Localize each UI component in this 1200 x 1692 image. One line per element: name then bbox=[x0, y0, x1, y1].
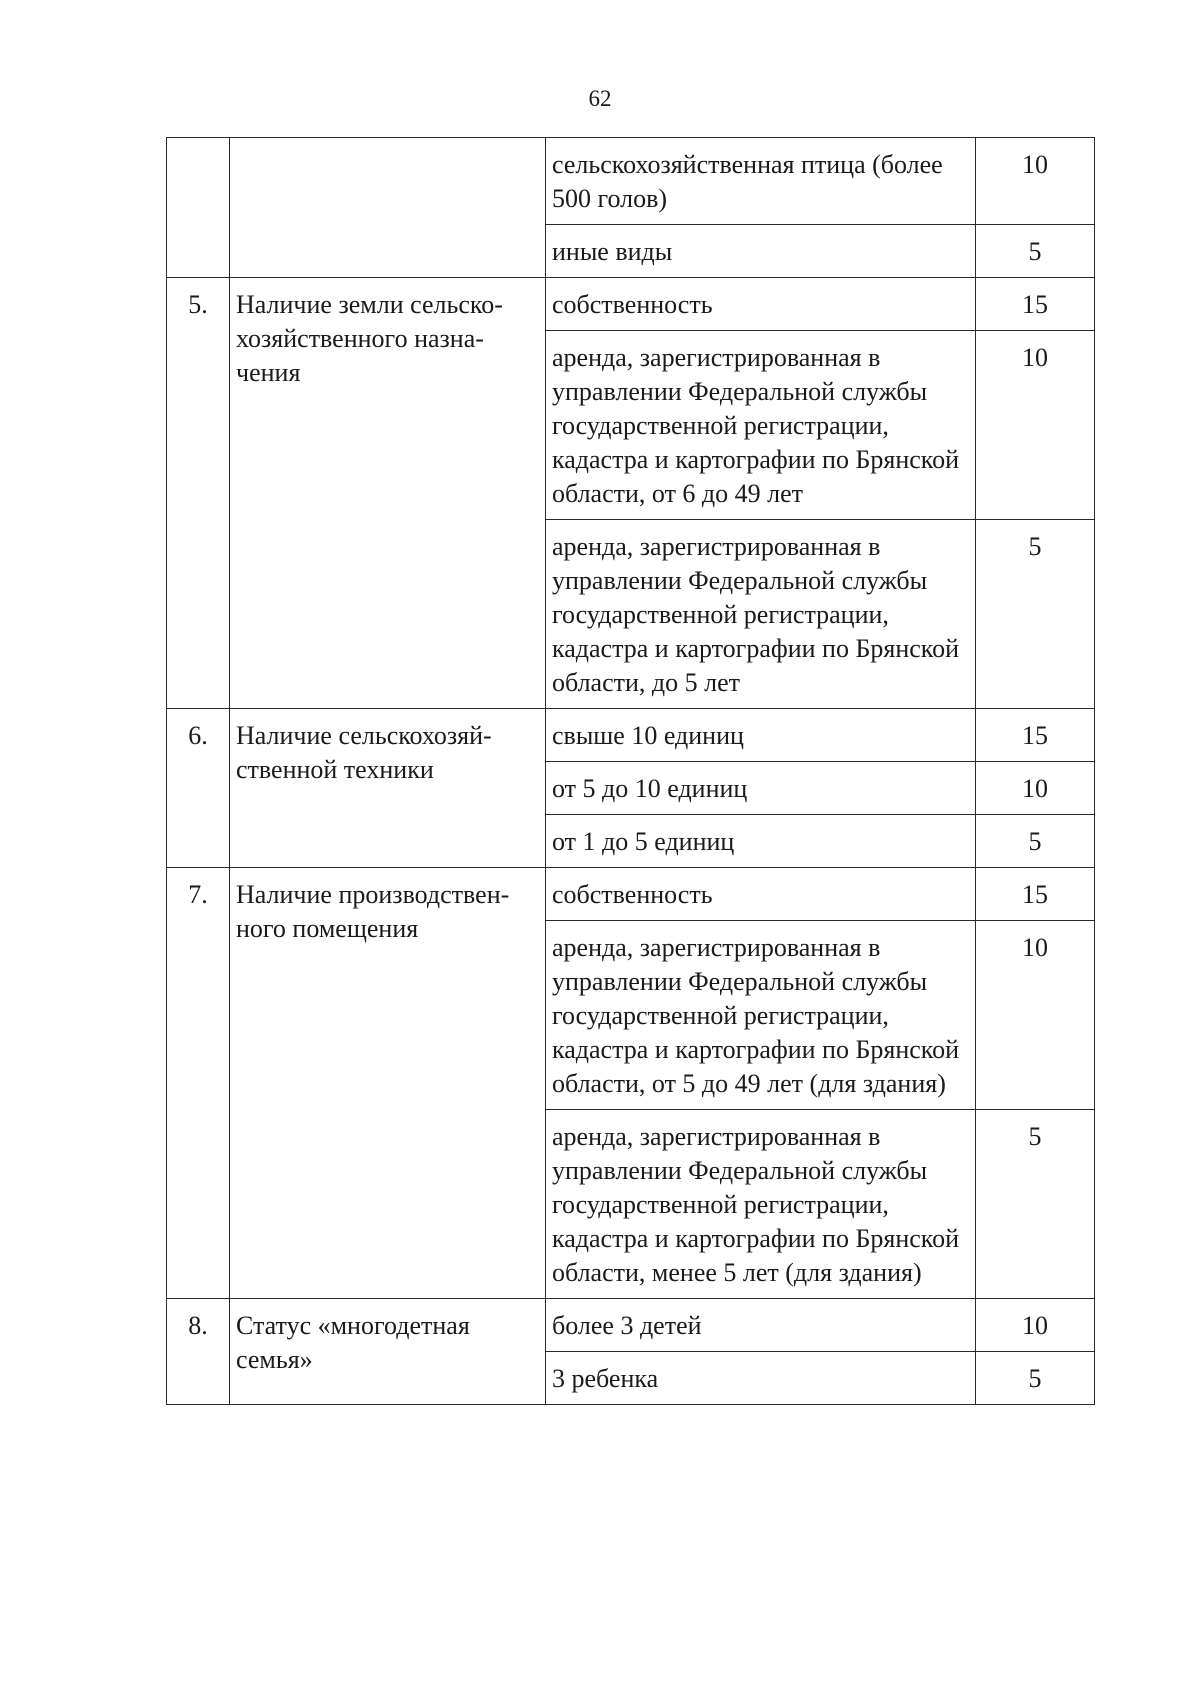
criterion-name bbox=[230, 138, 546, 278]
option-score: 15 bbox=[976, 278, 1095, 331]
option-text: аренда, зарегистрированная в управлении Федеральной службы государственной регистрации, кадастра и картографии по Брянской области, до 5 лет bbox=[546, 520, 976, 709]
option-text: аренда, зарегистрированная в управлении Федеральной службы государственной регистрации, кадастра и картографии по Брянской области, менее 5 лет (для здания) bbox=[546, 1110, 976, 1299]
table-row bbox=[167, 138, 1095, 225]
option-score: 10 bbox=[976, 762, 1095, 815]
option-text: от 1 до 5 единиц bbox=[546, 815, 976, 868]
table-row bbox=[167, 278, 1095, 331]
option-score: 10 bbox=[976, 138, 1095, 225]
option-score: 10 bbox=[976, 921, 1095, 1110]
page-number: 62 bbox=[588, 86, 612, 111]
option-score: 5 bbox=[976, 520, 1095, 709]
criteria-table bbox=[166, 137, 1095, 1405]
option-text: собственность bbox=[546, 868, 976, 921]
option-score: 5 bbox=[976, 225, 1095, 278]
option-text: от 5 до 10 единиц bbox=[546, 762, 976, 815]
option-text: собственность bbox=[546, 278, 976, 331]
table-row bbox=[167, 1299, 1095, 1352]
criterion-number: 6. bbox=[167, 709, 230, 868]
option-score: 10 bbox=[976, 331, 1095, 520]
option-score: 10 bbox=[976, 1299, 1095, 1352]
option-text: аренда, зарегистрированная в управлении Федеральной службы государственной регистрации, кадастра и картографии по Брянской области, от 5 до 49 лет (для здания) bbox=[546, 921, 976, 1110]
criterion-number: 5. bbox=[167, 278, 230, 709]
option-score: 15 bbox=[976, 868, 1095, 921]
option-text: аренда, зарегистрированная в управлении Федеральной службы государственной регистрации, кадастра и картографии по Брянской области, от 6 до 49 лет bbox=[546, 331, 976, 520]
option-score: 5 bbox=[976, 1352, 1095, 1405]
criterion-name: Наличие земли сельско-хозяйственного назна-чения bbox=[230, 278, 546, 709]
option-score: 5 bbox=[976, 815, 1095, 868]
option-text: 3 ребенка bbox=[546, 1352, 976, 1405]
option-text: более 3 детей bbox=[546, 1299, 976, 1352]
option-text: свыше 10 единиц bbox=[546, 709, 976, 762]
criterion-number: 7. bbox=[167, 868, 230, 1299]
option-score: 15 bbox=[976, 709, 1095, 762]
criterion-name: Наличие сельскохозяй-ственной техники bbox=[230, 709, 546, 868]
criterion-name: Наличие производствен-ного помещения bbox=[230, 868, 546, 1299]
option-text: иные виды bbox=[546, 225, 976, 278]
criterion-number bbox=[167, 138, 230, 278]
option-score: 5 bbox=[976, 1110, 1095, 1299]
criteria-table-body bbox=[167, 138, 1095, 1405]
criterion-number: 8. bbox=[167, 1299, 230, 1405]
criterion-name: Статус «многодетная семья» bbox=[230, 1299, 546, 1405]
table-row bbox=[167, 709, 1095, 762]
table-row bbox=[167, 868, 1095, 921]
option-text: сельскохозяйственная птица (более 500 голов) bbox=[546, 138, 976, 225]
